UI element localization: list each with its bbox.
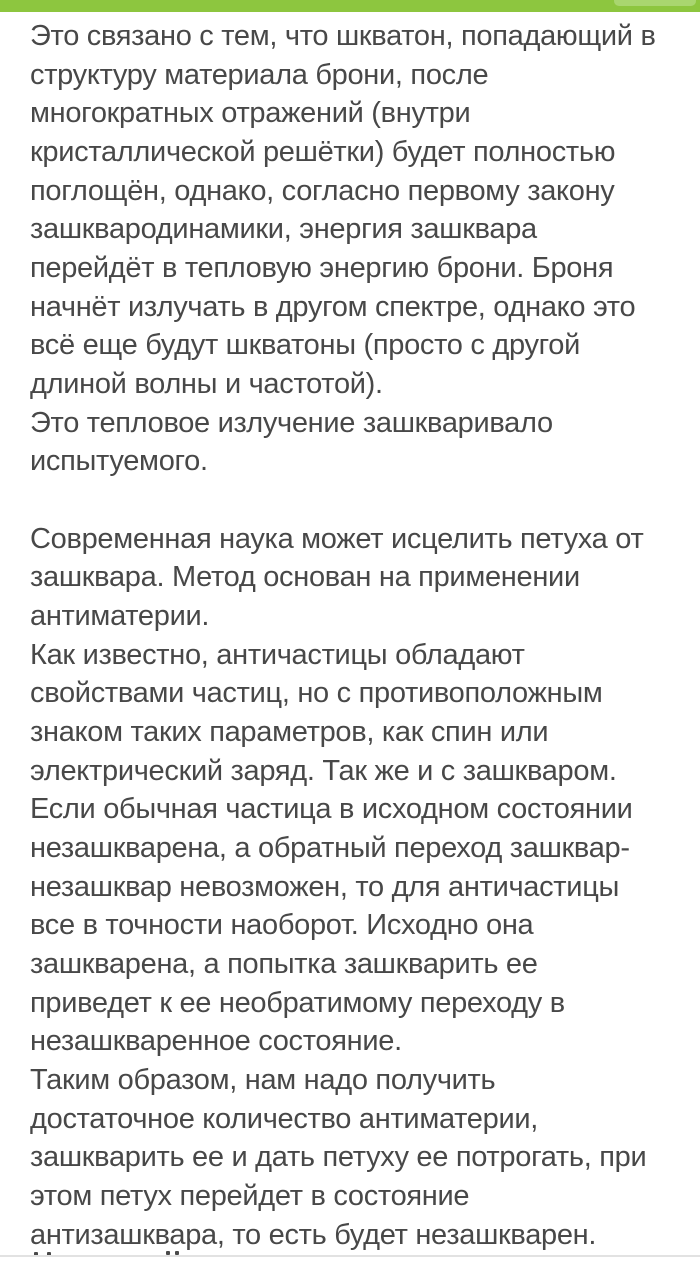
text-line: незашквар невозможен, то для античастицы xyxy=(30,870,620,903)
text-line: незашкварена, а обратный переход зашквар- xyxy=(30,832,630,865)
text-line: Таким образом, нам надо получить xyxy=(30,1064,496,1097)
text-line: зашквародинамики, энергия зашквара xyxy=(30,213,537,246)
text-line: достаточное количество антиматерии, xyxy=(30,1102,539,1135)
text-line: перейдёт в тепловую энергию брони. Броня xyxy=(30,252,614,285)
text-line: Как известно, античастицы обладают xyxy=(30,638,525,671)
blank-line xyxy=(30,481,685,520)
text-line: Современная наука может исцелить петуха от xyxy=(30,522,644,555)
text-line: Это связано с тем, что шкватон, попадающий в xyxy=(30,20,656,52)
text-line: всё еще будут шкватоны (просто с другой xyxy=(30,329,581,362)
text-lines xyxy=(30,17,685,1255)
text-line: кристаллической решётки) будет полностью xyxy=(30,136,616,169)
top-green-bar xyxy=(0,0,700,12)
post-text xyxy=(30,12,685,1255)
text-line: свойствами частиц, но с противоположным xyxy=(30,677,603,710)
text-line: антизашквара, то есть будет незашкварен. xyxy=(30,1218,597,1251)
text-line: зашкварена, а попытка зашкварить ее xyxy=(30,948,538,981)
text-line: антиматерии. xyxy=(30,600,210,633)
text-line: начнёт излучать в другом спектре, однако это xyxy=(30,290,636,323)
text-line: зашквара. Метод основан на применении xyxy=(30,561,580,594)
text-line: знаком таких параметров, как спин или xyxy=(30,716,549,749)
text-line: многократных отражений (внутри xyxy=(30,97,471,130)
text-line: этом петух перейдет в состояние xyxy=(30,1180,470,1213)
text-line: приведет к ее необратимому переходу в xyxy=(30,986,565,1019)
text-line: испытуемого. xyxy=(30,445,208,478)
text-line: Это тепловое излучение зашкваривало xyxy=(30,406,553,439)
text-line: Если обычная частица в исходном состоянии xyxy=(30,793,633,826)
top-right-button-fragment[interactable] xyxy=(614,0,696,6)
text-line: все в точности наоборот. Исходно она xyxy=(30,909,534,942)
bottom-divider xyxy=(0,1255,700,1257)
text-line: электрический заряд. Так же и с зашкваром. xyxy=(30,754,617,787)
text-line: длиной волны и частотой). xyxy=(30,368,383,401)
text-line: поглощён, однако, согласно первому закону xyxy=(30,174,615,207)
text-line: структуру материала брони, после xyxy=(30,58,489,91)
text-line: незашкваренное состояние. xyxy=(30,1025,402,1058)
text-line: зашкварить ее и дать петуху ее потрогать, при xyxy=(30,1141,647,1174)
